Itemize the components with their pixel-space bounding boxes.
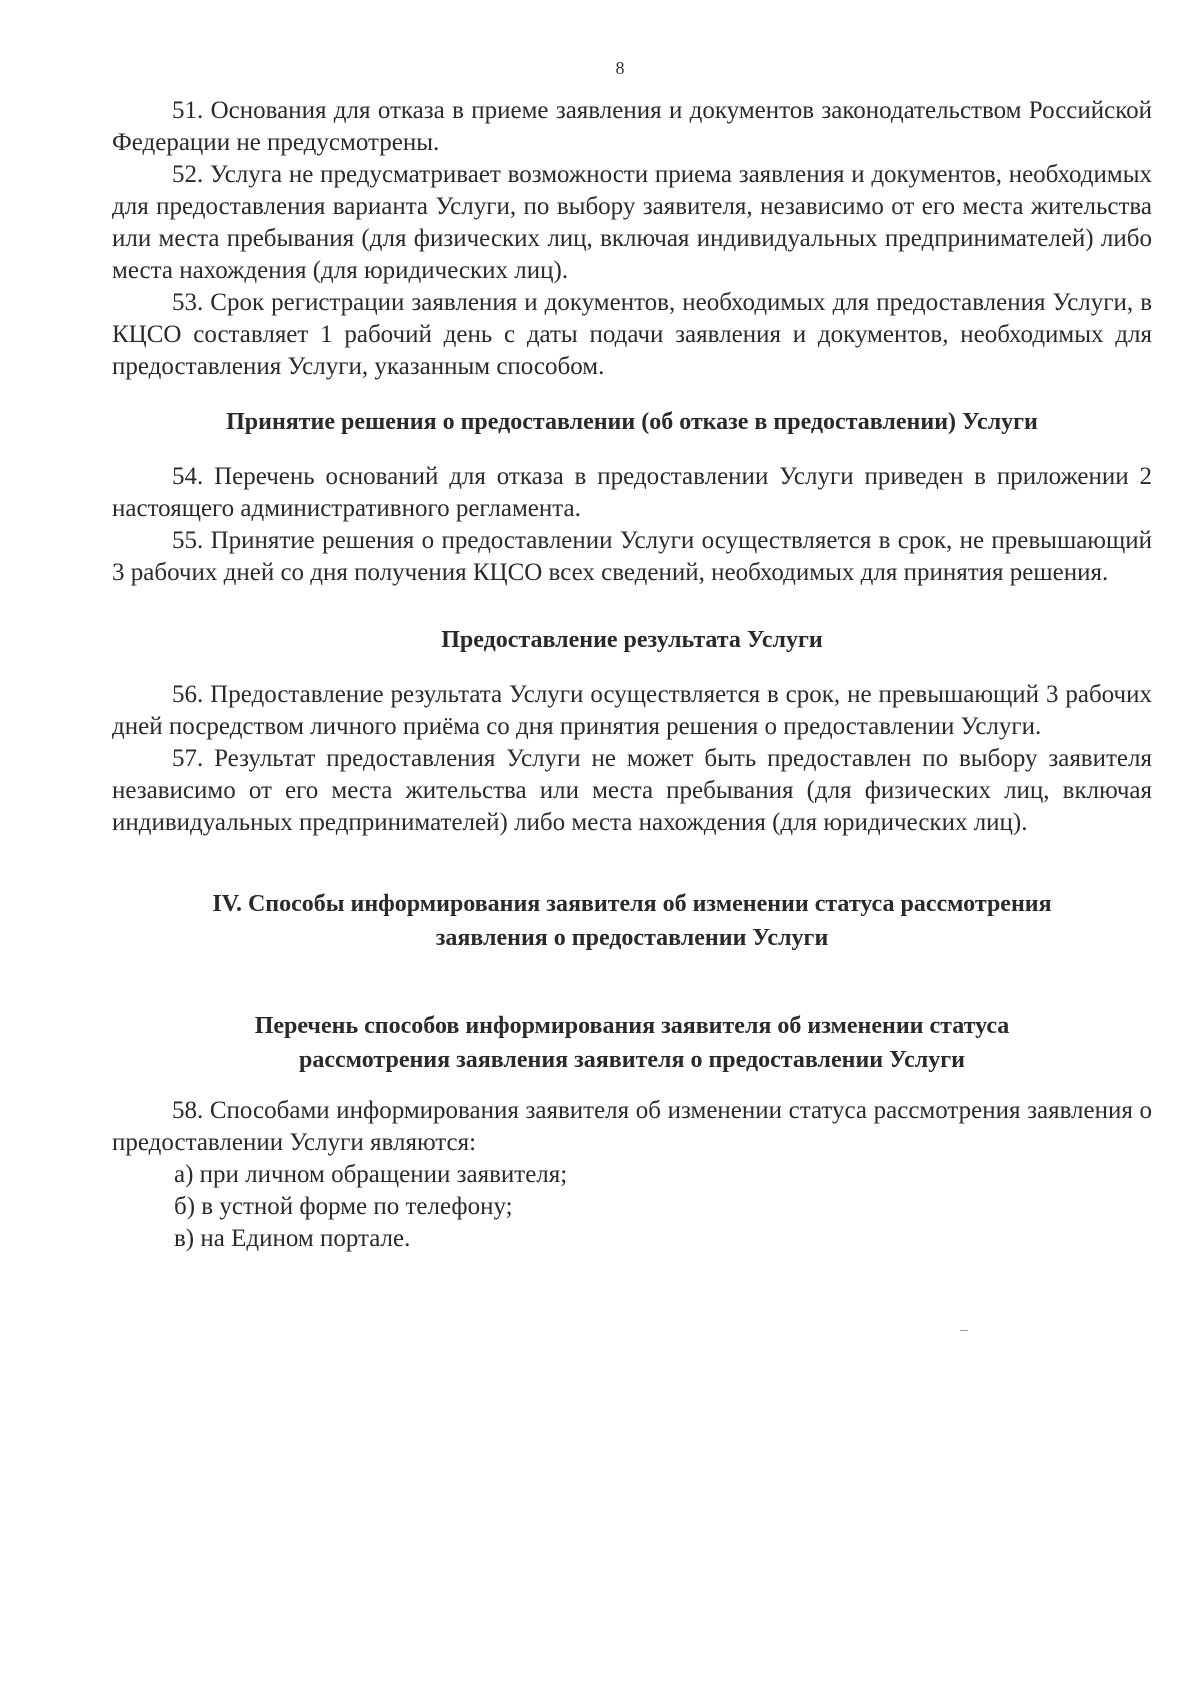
- section-4-heading-line1: IV. Способы информирования заявителя об изменении статуса рассмотрения: [212, 891, 1052, 917]
- list-item-a: а) при личном обращении заявителя;: [174, 1161, 568, 1188]
- section-4-heading-line2: заявления о предоставлении Услуги: [435, 925, 829, 951]
- methods-heading-line2: рассмотрения заявления заявителя о предоставлении Услуги: [299, 1047, 965, 1073]
- scan-artifact: [960, 1330, 968, 1331]
- heading-decision: Принятие решения о предоставлении (об отказе в предоставлении) Услуги: [226, 409, 1038, 435]
- list-item-b: б) в устной форме по телефону;: [174, 1193, 513, 1220]
- methods-heading-line1: Перечень способов информирования заявителя об изменении статуса: [254, 1013, 1010, 1039]
- paragraph-52: 52. Услуга не предусматривает возможности приема заявления и документов, необходимых для предоставления варианта Услуги, по выбору заявителя, независимо от его места жительства или места пребывания (для физических лиц, включая индивидуальных предпринимателей) либо места нахождения (для юридических лиц).: [112, 161, 1152, 284]
- methods-heading: [112, 1009, 1152, 1077]
- section-4-heading: [112, 887, 1152, 955]
- document-body: [112, 95, 1152, 1255]
- paragraph-55: 55. Принятие решения о предоставлении Услуги осуществляется в срок, не превышающий 3 рабочих дней со дня получения КЦСО всех сведений, необходимых для принятия решения.: [112, 527, 1152, 586]
- paragraph-57: 57. Результат предоставления Услуги не может быть предоставлен по выбору заявителя независимо от его места жительства или места пребывания (для физических лиц, включая индивидуальных предпринимателей) либо места нахождения (для юридических лиц).: [112, 745, 1152, 836]
- paragraph-56: 56. Предоставление результата Услуги осуществляется в срок, не превышающий 3 рабочих дней посредством личного приёма со дня принятия решения о предоставлении Услуги.: [112, 681, 1152, 740]
- paragraph-58: 58. Способами информирования заявителя об изменении статуса рассмотрения заявления о предоставлении Услуги являются:: [112, 1097, 1152, 1156]
- heading-result: Предоставление результата Услуги: [441, 627, 823, 653]
- paragraph-51: 51. Основания для отказа в приеме заявления и документов законодательством Российской Федерации не предусмотрены.: [112, 97, 1152, 156]
- list-item-c: в) на Едином портале.: [174, 1225, 411, 1252]
- paragraph-53: 53. Срок регистрации заявления и документов, необходимых для предоставления Услуги, в КЦСО составляет 1 рабочий день с даты подачи заявления и документов, необходимых для предоставления Услуги, указанным способом.: [112, 289, 1152, 380]
- paragraph-54: 54. Перечень оснований для отказа в предоставлении Услуги приведен в приложении 2 настоящего административного регламента.: [112, 463, 1152, 522]
- page-number: 8: [615, 58, 625, 78]
